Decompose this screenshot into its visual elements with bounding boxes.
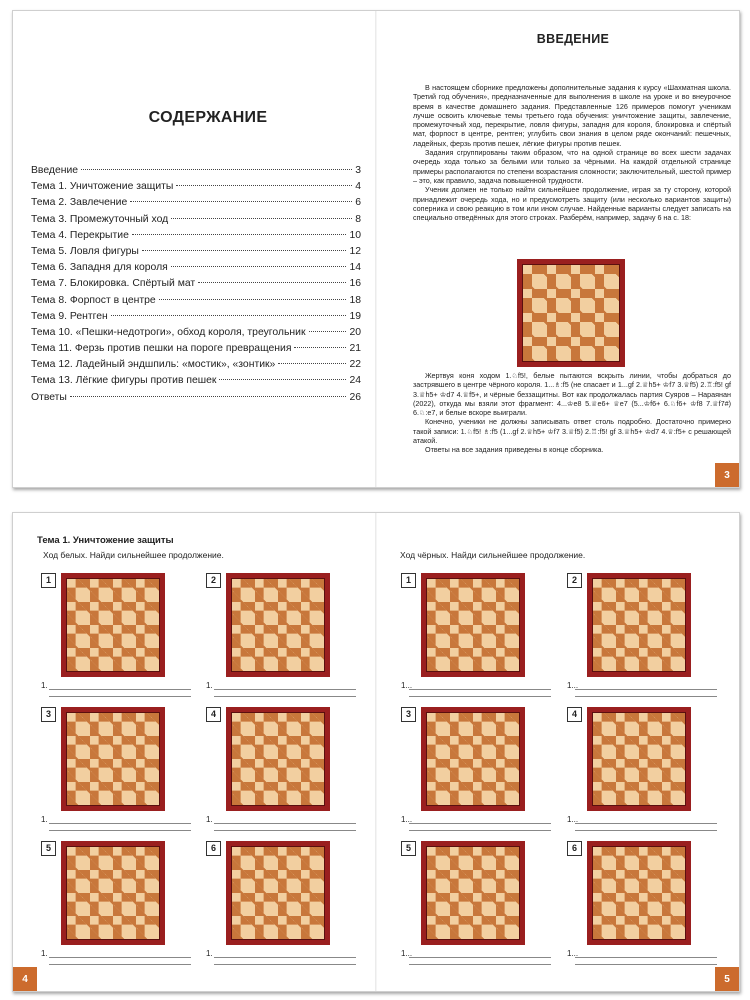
toc-leader	[111, 315, 347, 316]
chessboard-diagram	[226, 841, 330, 945]
chessboard-diagram	[61, 573, 165, 677]
toc-item-page: 3	[355, 165, 361, 176]
intro-paragraph: Ответы на все задания приведены в конце сборника.	[425, 445, 604, 455]
toc-item-page: 10	[349, 229, 361, 241]
board-squares	[592, 578, 686, 672]
chessboard-diagram	[421, 573, 525, 677]
answer-line[interactable]	[409, 830, 551, 831]
toc-item[interactable]	[31, 295, 361, 311]
answer-line[interactable]	[214, 830, 356, 831]
board-squares	[66, 578, 160, 672]
intro-title: ВВЕДЕНИЕ	[536, 32, 610, 46]
toc-item-page: 19	[349, 310, 361, 322]
page-number-badge: 4	[13, 967, 37, 991]
toc-item[interactable]	[31, 214, 361, 230]
toc-item-page: 24	[349, 375, 361, 387]
toc-item-page: 6	[355, 197, 361, 209]
answer-line[interactable]	[575, 957, 717, 958]
board-squares	[66, 712, 160, 806]
task-number: 4	[206, 707, 221, 722]
toc-item[interactable]	[31, 181, 361, 197]
toc-item-label: Тема 10. «Пешки-недотроги», обход короля, треугольник	[31, 326, 306, 338]
toc-item-label: Тема 9. Рентген	[31, 310, 108, 322]
toc-leader	[81, 169, 352, 170]
task-number: 1	[41, 573, 56, 588]
toc-item-page: 26	[349, 391, 361, 403]
toc-item-page: 18	[349, 294, 361, 306]
chessboard-diagram	[587, 707, 691, 811]
answer-prefix: 1...	[567, 949, 579, 958]
toc-leader	[198, 282, 346, 283]
toc-item[interactable]	[31, 246, 361, 262]
chessboard-diagram	[226, 573, 330, 677]
toc-item-label: Ответы	[31, 391, 67, 403]
toc-leader	[278, 363, 346, 364]
toc-item-label: Тема 1. Уничтожение защиты	[31, 181, 174, 193]
toc-list	[31, 165, 361, 408]
answer-line[interactable]	[575, 696, 717, 697]
board-squares	[426, 578, 520, 672]
answer-prefix: 1.	[206, 949, 213, 958]
answer-line[interactable]	[214, 957, 356, 958]
task-number: 2	[206, 573, 221, 588]
toc-leader	[142, 250, 347, 251]
answer-prefix: 1...	[401, 949, 413, 958]
toc-item-label: Тема 8. Форпост в центре	[31, 294, 156, 306]
toc-title: СОДЕРЖАНИЕ	[148, 109, 268, 126]
instruction-white: Ход белых. Найди сильнейшее продолжение.	[43, 550, 224, 560]
toc-item-page: 22	[349, 359, 361, 371]
answer-line[interactable]	[49, 696, 191, 697]
toc-item-page: 14	[349, 262, 361, 274]
chessboard-diagram	[587, 841, 691, 945]
toc-item[interactable]	[31, 165, 361, 181]
toc-item[interactable]	[31, 327, 361, 343]
chessboard-diagram	[226, 707, 330, 811]
toc-leader	[219, 379, 346, 380]
toc-item-page: 12	[349, 245, 361, 257]
answer-line[interactable]	[214, 689, 356, 690]
answer-line[interactable]	[575, 830, 717, 831]
toc-item-label: Тема 5. Ловля фигуры	[31, 245, 139, 257]
toc-leader	[294, 347, 346, 348]
answer-line[interactable]	[49, 830, 191, 831]
answer-line[interactable]	[49, 964, 191, 965]
task-number: 5	[401, 841, 416, 856]
toc-leader	[130, 201, 352, 202]
answer-line[interactable]	[575, 689, 717, 690]
answer-line[interactable]	[409, 964, 551, 965]
toc-item-page: 21	[349, 343, 361, 355]
toc-item[interactable]	[31, 343, 361, 359]
page-number-badge: 5	[715, 967, 739, 991]
toc-item-label: Тема 12. Ладейный эндшпиль: «мостик», «зонтик»	[31, 359, 276, 371]
chessboard-diagram	[587, 573, 691, 677]
answer-prefix: 1...	[401, 815, 413, 824]
page-gutter	[375, 513, 377, 991]
toc-item-label: Тема 13. Лёгкие фигуры против пешек	[31, 375, 217, 387]
intro-paragraph: Ученик должен не только найти сильнейшее продолжение, играя за ту сторону, которой принадлежит очередь хода, но и предусмотреть защиту (или несколько вариантов защиты) соперника и свою реакцию в том или ином случае. Найденные варианты следует записать на специально отведённых для этого строках. Разберём, например, задачу 6 на с. 18:	[413, 185, 731, 223]
board-squares	[231, 578, 325, 672]
toc-leader	[171, 266, 347, 267]
page-gutter	[375, 11, 377, 487]
board-squares	[592, 712, 686, 806]
toc-leader	[70, 396, 347, 397]
toc-item-label: Тема 4. Перекрытие	[31, 229, 129, 241]
bottom-spread	[12, 512, 740, 992]
answer-prefix: 1...	[567, 681, 579, 690]
top-spread	[12, 10, 740, 488]
board-squares	[426, 712, 520, 806]
chessboard-diagram	[421, 707, 525, 811]
toc-item[interactable]	[31, 197, 361, 213]
theme-title: Тема 1. Уничтожение защиты	[37, 535, 174, 546]
toc-leader	[132, 234, 347, 235]
answer-line[interactable]	[49, 957, 191, 958]
toc-item-label: Тема 11. Ферзь против пешки на пороге превращения	[31, 343, 292, 355]
answer-prefix: 1...	[401, 681, 413, 690]
toc-item[interactable]	[31, 230, 361, 246]
answer-line[interactable]	[214, 823, 356, 824]
answer-prefix: 1.	[206, 815, 213, 824]
answer-prefix: 1.	[41, 949, 48, 958]
toc-item-page: 8	[355, 213, 361, 225]
intro-paragraph: В настоящем сборнике предложены дополнительные задания к курсу «Шахматная школа. Третий год обучения», предназначенные для выполнения в школе на уроке и во внеурочное время в качестве домашнего задания. Представленные 126 примеров помогут ученикам лучше освоить ключевые темы третьего года обучения: уничтожение защиты, завлечение, промежуточный ход, перекрытие, ловля фигуры, западня для короля, блокировка и спёртый мат, форпост в центре, рентген; углубить свои знания в целом ряде окончаний: пешечных, ладейных, ферзь против пешек, лёгкие фигуры против пешек.	[413, 83, 731, 148]
board-squares	[522, 264, 620, 362]
task-number: 1	[401, 573, 416, 588]
toc-item[interactable]	[31, 375, 361, 391]
intro-text-bottom	[413, 371, 731, 455]
example-chessboard-diagram	[517, 259, 625, 367]
task-number: 4	[567, 707, 582, 722]
board-squares	[231, 712, 325, 806]
toc-item[interactable]	[31, 359, 361, 375]
board-squares	[426, 846, 520, 940]
task-number: 3	[401, 707, 416, 722]
toc-leader	[171, 218, 352, 219]
toc-leader	[309, 331, 347, 332]
intro-text-top	[413, 83, 731, 222]
toc-leader	[176, 185, 352, 186]
answer-prefix: 1...	[567, 815, 579, 824]
task-number: 6	[206, 841, 221, 856]
chessboard-diagram	[61, 707, 165, 811]
instruction-black: Ход чёрных. Найди сильнейшее продолжение.	[400, 550, 586, 560]
page-number-badge: 3	[715, 463, 739, 487]
task-number: 2	[567, 573, 582, 588]
answer-line[interactable]	[409, 823, 551, 824]
chessboard-diagram	[421, 841, 525, 945]
toc-item-label: Тема 7. Блокировка. Спёртый мат	[31, 278, 196, 290]
toc-item-label: Введение	[31, 165, 79, 176]
board-squares	[66, 846, 160, 940]
answer-line[interactable]	[575, 823, 717, 824]
toc-item-page: 20	[349, 326, 361, 338]
toc-item[interactable]	[31, 392, 361, 408]
toc-leader	[159, 299, 347, 300]
task-number: 6	[567, 841, 582, 856]
answer-line[interactable]	[49, 689, 191, 690]
toc-item[interactable]	[31, 278, 361, 294]
toc-item-page: 4	[355, 181, 361, 193]
answer-line[interactable]	[214, 964, 356, 965]
toc-item-label: Тема 2. Завлечение	[31, 197, 128, 209]
chessboard-diagram	[61, 841, 165, 945]
answer-line[interactable]	[409, 957, 551, 958]
toc-item-label: Тема 3. Промежуточный ход	[31, 213, 169, 225]
intro-paragraph: Жертвуя коня ходом 1.♘f5!, белые пытаются вскрыть линии, чтобы добраться до застрявшего в центре чёрного короля. 1...♗:f5 (не спасает и 1...gf 2.♕h5+ ♔f7 3.♕f5) 2.♖:f5! gf 3.♕h5+ ♔d7 4.♕f5+, и чёрные беззащитны. Вот как продолжалась партия Суяров – Нараянан (2022), откуда мы взяли этот фрагмент: 4...♔e8 5.♕e6+ ♕e7 (5...♔f6+ 6.♘f6+ ♔f8 7.♕f7#) 6.♘:e7, и белые вскоре выиграли.	[413, 371, 731, 418]
task-number: 5	[41, 841, 56, 856]
intro-paragraph: Конечно, ученики не должны записывать ответ столь подробно. Достаточно примерно такой записи: 1.♘f5! ♗:f5 (1...gf 2.♕h5+ ♔f7 3.♕f5) 2.♖:f5! gf 3.♕h5+ ♔d7 4.♕:f5+ с решающей атакой.	[413, 417, 731, 446]
answer-line[interactable]	[409, 696, 551, 697]
answer-line[interactable]	[214, 696, 356, 697]
board-squares	[592, 846, 686, 940]
intro-paragraph: Задания сгруппированы таким образом, что на одной странице во всех шести задачах очередь хода только за белыми или только за чёрными. На каждой отдельной странице примеры располагаются по степени возрастания сложности; заключительный, шестой пример – это, как правило, задача повышенной трудности.	[413, 148, 731, 185]
task-number: 3	[41, 707, 56, 722]
answer-prefix: 1.	[41, 815, 48, 824]
answer-line[interactable]	[49, 823, 191, 824]
toc-item[interactable]	[31, 262, 361, 278]
toc-item-page: 16	[349, 278, 361, 290]
answer-prefix: 1.	[41, 681, 48, 690]
answer-line[interactable]	[409, 689, 551, 690]
toc-item[interactable]	[31, 311, 361, 327]
board-squares	[231, 846, 325, 940]
answer-line[interactable]	[575, 964, 717, 965]
toc-item-label: Тема 6. Западня для короля	[31, 262, 168, 274]
answer-prefix: 1.	[206, 681, 213, 690]
